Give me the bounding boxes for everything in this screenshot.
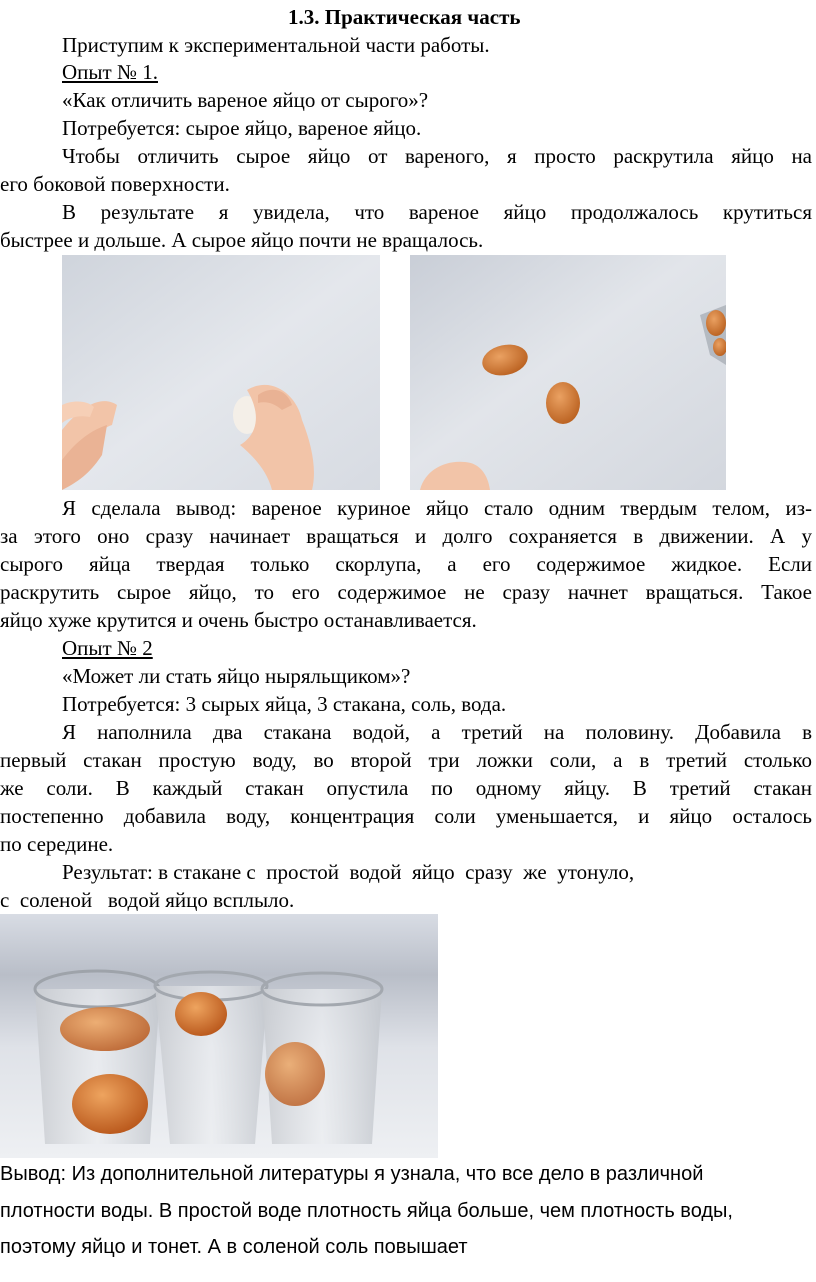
experiment2-method-line: же соли. В каждый стакан опустила по одному яйцу. В третий стакан <box>0 776 812 800</box>
experiment2-requires: Потребуется: 3 сырых яйца, 3 стакана, соль, вода. <box>62 692 507 716</box>
experiment2-method-line: постепенно добавила воду, концентрация соли уменьшается, и яйцо осталось <box>0 804 812 828</box>
photo-two-eggs <box>410 255 726 490</box>
experiment2-method-line: по середине. <box>0 832 114 856</box>
experiment2-method-line: первый стакан простую воду, во второй три ложки соли, а в третий столько <box>0 748 812 772</box>
experiment1-conclusion-line: за этого оно сразу начинает вращаться и долго сохраняется в движении. А у <box>0 524 812 548</box>
experiment2-result-line: Результат: в стакане с простой водой яйцо сразу же утонуло, <box>62 860 635 884</box>
experiment1-result-line: В результате я увидела, что вареное яйцо продолжалось крутиться <box>62 200 812 224</box>
experiment2-method-line: Я наполнила два стакана водой, а третий на половину. Добавила в <box>62 720 812 744</box>
experiment1-conclusion-line: Я сделала вывод: вареное куриное яйцо стало одним твердым телом, из- <box>62 496 812 520</box>
experiment2-conclusion-line: поэтому яйцо и тонет. А в соленой соль повышает <box>0 1236 468 1258</box>
experiment1-requires: Потребуется: сырое яйцо, вареное яйцо. <box>62 116 422 140</box>
experiment2-heading: Опыт № 2 <box>62 636 153 660</box>
experiment1-conclusion-line: раскрутить сырое яйцо, то его содержимое не сразу начнет вращаться. Такое <box>0 580 812 604</box>
experiment1-method-line: его боковой поверхности. <box>0 172 230 196</box>
experiment1-method-line: Чтобы отличить сырое яйцо от вареного, я просто раскрутила яйцо на <box>62 144 812 168</box>
experiment1-question: «Как отличить вареное яйцо от сырого»? <box>62 88 429 112</box>
experiment1-conclusion-line: сырого яйца твердая только скорлупа, а его содержимое жидкое. Если <box>0 552 812 576</box>
experiment2-conclusion-line: Вывод: Из дополнительной литературы я узнала, что все дело в различной <box>0 1163 704 1185</box>
experiment1-conclusion-line: яйцо хуже крутится и очень быстро останавливается. <box>0 608 477 632</box>
photo-three-glasses <box>0 914 438 1158</box>
section-title: 1.3. Практическая часть <box>288 5 521 29</box>
experiment2-conclusion-line: плотности воды. В простой воде плотность яйца больше, чем плотность воды, <box>0 1200 733 1222</box>
photo-spinning-egg <box>62 255 380 490</box>
intro-text: Приступим к экспериментальной части работы. <box>62 33 490 57</box>
experiment2-question: «Может ли стать яйцо ныряльщиком»? <box>62 664 411 688</box>
experiment1-result-line: быстрее и дольше. А сырое яйцо почти не вращалось. <box>0 228 484 252</box>
experiment2-result-line: с соленой водой яйцо всплыло. <box>0 888 295 912</box>
experiment1-heading: Опыт № 1. <box>62 60 158 84</box>
